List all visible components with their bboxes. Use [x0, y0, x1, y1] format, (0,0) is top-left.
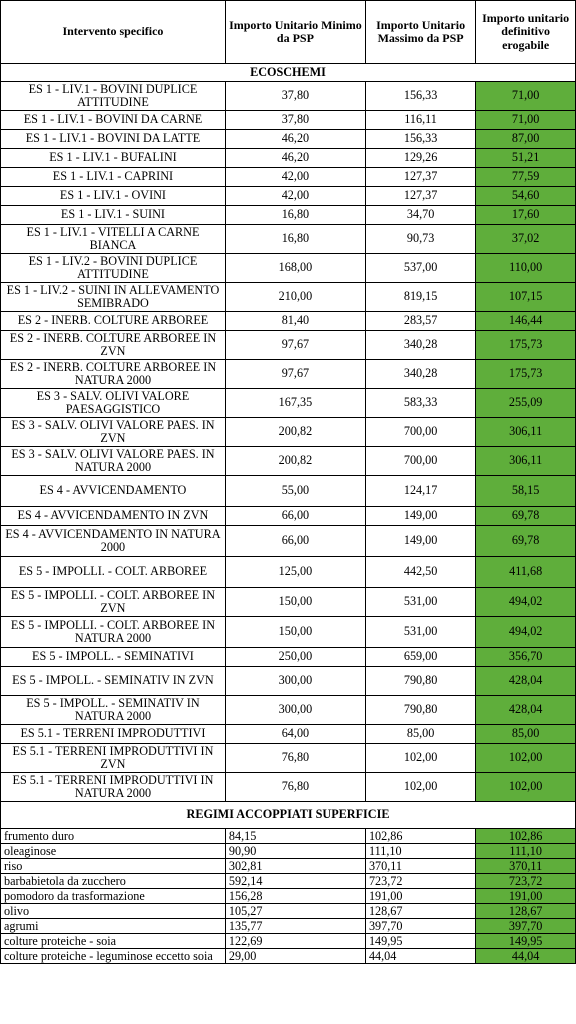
regimi-body: [1, 802, 576, 964]
max-cell: 129,26: [365, 149, 475, 168]
max-cell: 116,11: [365, 111, 475, 130]
min-cell: 66,00: [225, 526, 365, 557]
intervento-cell: ES 1 - LIV.1 - CAPRINI: [1, 168, 226, 187]
table-row: [1, 557, 576, 588]
max-cell: 700,00: [365, 418, 475, 447]
table-row: [1, 254, 576, 283]
definitivo-cell: 51,21: [476, 149, 576, 168]
max-cell: 127,37: [365, 187, 475, 206]
max-cell: 102,00: [365, 773, 475, 802]
header-max: Importo Unitario Massimo da PSP: [365, 1, 475, 64]
definitivo-cell: 428,04: [476, 696, 576, 725]
intervento-cell: ES 5.1 - TERRENI IMPRODUTTIVI IN ZVN: [1, 744, 226, 773]
definitivo-cell: 397,70: [476, 919, 576, 934]
header-row: [1, 1, 576, 64]
min-cell: 55,00: [225, 476, 365, 507]
max-cell: 283,57: [365, 312, 475, 331]
intervento-cell: ES 5 - IMPOLLI. - COLT. ARBOREE IN NATURA 2000: [1, 617, 226, 648]
definitivo-cell: 69,78: [476, 507, 576, 526]
max-cell: 127,37: [365, 168, 475, 187]
definitivo-cell: 356,70: [476, 648, 576, 667]
intervento-cell: ES 1 - LIV.1 - BOVINI DUPLICE ATTITUDINE: [1, 82, 226, 111]
table-row: [1, 667, 576, 696]
table-row: [1, 187, 576, 206]
min-cell: 135,77: [225, 919, 365, 934]
definitivo-cell: 71,00: [476, 111, 576, 130]
min-cell: 37,80: [225, 82, 365, 111]
min-cell: 29,00: [225, 949, 365, 964]
min-cell: 76,80: [225, 744, 365, 773]
intervento-cell: ES 5 - IMPOLL. - SEMINATIV IN NATURA 2000: [1, 696, 226, 725]
definitivo-cell: 54,60: [476, 187, 576, 206]
table-row: [1, 168, 576, 187]
max-cell: 531,00: [365, 588, 475, 617]
table-row: [1, 507, 576, 526]
definitivo-cell: 102,00: [476, 744, 576, 773]
definitivo-cell: 149,95: [476, 934, 576, 949]
max-cell: 397,70: [365, 919, 475, 934]
min-cell: 46,20: [225, 149, 365, 168]
intervento-cell: ES 2 - INERB. COLTURE ARBOREE IN NATURA 2000: [1, 360, 226, 389]
min-cell: 16,80: [225, 206, 365, 225]
max-cell: 90,73: [365, 225, 475, 254]
max-cell: 370,11: [365, 859, 475, 874]
min-cell: 66,00: [225, 507, 365, 526]
table-row: [1, 149, 576, 168]
definitivo-cell: 306,11: [476, 418, 576, 447]
header-min: Importo Unitario Minimo da PSP: [225, 1, 365, 64]
min-cell: 300,00: [225, 667, 365, 696]
definitivo-cell: 37,02: [476, 225, 576, 254]
min-cell: 97,67: [225, 331, 365, 360]
max-cell: 700,00: [365, 447, 475, 476]
intervento-cell: riso: [1, 859, 226, 874]
min-cell: 42,00: [225, 168, 365, 187]
table-row: [1, 773, 576, 802]
max-cell: 156,33: [365, 130, 475, 149]
definitivo-cell: 494,02: [476, 588, 576, 617]
intervento-cell: oleaginose: [1, 844, 226, 859]
ecoschemi-body: [1, 64, 576, 802]
table-row: [1, 476, 576, 507]
definitivo-cell: 494,02: [476, 617, 576, 648]
definitivo-cell: 107,15: [476, 283, 576, 312]
min-cell: 76,80: [225, 773, 365, 802]
intervento-cell: ES 5 - IMPOLLI. - COLT. ARBOREE IN ZVN: [1, 588, 226, 617]
table-row: [1, 744, 576, 773]
min-cell: 125,00: [225, 557, 365, 588]
definitivo-cell: 306,11: [476, 447, 576, 476]
max-cell: 85,00: [365, 725, 475, 744]
section-title: REGIMI ACCOPPIATI SUPERFICIE: [1, 802, 576, 829]
intervento-cell: ES 2 - INERB. COLTURE ARBOREE: [1, 312, 226, 331]
min-cell: 46,20: [225, 130, 365, 149]
definitivo-cell: 102,00: [476, 773, 576, 802]
max-cell: 790,80: [365, 667, 475, 696]
min-cell: 210,00: [225, 283, 365, 312]
intervento-cell: ES 1 - LIV.1 - BOVINI DA LATTE: [1, 130, 226, 149]
definitivo-cell: 723,72: [476, 874, 576, 889]
table-row: [1, 130, 576, 149]
min-cell: 250,00: [225, 648, 365, 667]
intervento-cell: ES 4 - AVVICENDAMENTO: [1, 476, 226, 507]
min-cell: 302,81: [225, 859, 365, 874]
max-cell: 659,00: [365, 648, 475, 667]
table-row: [1, 283, 576, 312]
intervento-cell: ES 4 - AVVICENDAMENTO IN ZVN: [1, 507, 226, 526]
min-cell: 300,00: [225, 696, 365, 725]
min-cell: 42,00: [225, 187, 365, 206]
min-cell: 150,00: [225, 588, 365, 617]
definitivo-cell: 175,73: [476, 331, 576, 360]
min-cell: 16,80: [225, 225, 365, 254]
table-row: [1, 447, 576, 476]
table-row: [1, 389, 576, 418]
max-cell: 149,00: [365, 526, 475, 557]
table-row: [1, 312, 576, 331]
intervento-cell: colture proteiche - soia: [1, 934, 226, 949]
definitivo-cell: 44,04: [476, 949, 576, 964]
intervento-cell: ES 3 - SALV. OLIVI VALORE PAES. IN ZVN: [1, 418, 226, 447]
intervento-cell: ES 1 - LIV.1 - OVINI: [1, 187, 226, 206]
intervento-cell: ES 1 - LIV.1 - BUFALINI: [1, 149, 226, 168]
max-cell: 191,00: [365, 889, 475, 904]
intervento-cell: ES 2 - INERB. COLTURE ARBOREE IN ZVN: [1, 331, 226, 360]
intervento-cell: barbabietola da zucchero: [1, 874, 226, 889]
max-cell: 537,00: [365, 254, 475, 283]
table-row: [1, 206, 576, 225]
section-header-regimi: [1, 802, 576, 829]
intervento-cell: ES 1 - LIV.2 - SUINI IN ALLEVAMENTO SEMIBRADO: [1, 283, 226, 312]
table-row: [1, 949, 576, 964]
definitivo-cell: 111,10: [476, 844, 576, 859]
definitivo-cell: 175,73: [476, 360, 576, 389]
max-cell: 723,72: [365, 874, 475, 889]
table-row: [1, 82, 576, 111]
intervento-cell: ES 5.1 - TERRENI IMPRODUTTIVI IN NATURA 2000: [1, 773, 226, 802]
intervento-cell: olivo: [1, 904, 226, 919]
definitivo-cell: 191,00: [476, 889, 576, 904]
section-header-ecoschemi: [1, 64, 576, 82]
table-row: [1, 617, 576, 648]
table-row: [1, 696, 576, 725]
min-cell: 156,28: [225, 889, 365, 904]
definitivo-cell: 85,00: [476, 725, 576, 744]
definitivo-cell: 146,44: [476, 312, 576, 331]
max-cell: 583,33: [365, 389, 475, 418]
table-row: [1, 331, 576, 360]
min-cell: 167,35: [225, 389, 365, 418]
definitivo-cell: 69,78: [476, 526, 576, 557]
intervento-cell: ES 3 - SALV. OLIVI VALORE PAES. IN NATURA 2000: [1, 447, 226, 476]
table-row: [1, 889, 576, 904]
min-cell: 97,67: [225, 360, 365, 389]
table-row: [1, 844, 576, 859]
definitivo-cell: 411,68: [476, 557, 576, 588]
min-cell: 90,90: [225, 844, 365, 859]
definitivo-cell: 102,86: [476, 829, 576, 844]
max-cell: 790,80: [365, 696, 475, 725]
table-row: [1, 919, 576, 934]
intervento-cell: ES 4 - AVVICENDAMENTO IN NATURA 2000: [1, 526, 226, 557]
max-cell: 102,00: [365, 744, 475, 773]
definitivo-cell: 370,11: [476, 859, 576, 874]
table-row: [1, 725, 576, 744]
table-row: [1, 526, 576, 557]
max-cell: 340,28: [365, 360, 475, 389]
table-row: [1, 588, 576, 617]
max-cell: 102,86: [365, 829, 475, 844]
min-cell: 122,69: [225, 934, 365, 949]
min-cell: 592,14: [225, 874, 365, 889]
table-row: [1, 874, 576, 889]
intervento-cell: ES 3 - SALV. OLIVI VALORE PAESAGGISTICO: [1, 389, 226, 418]
max-cell: 44,04: [365, 949, 475, 964]
definitivo-cell: 428,04: [476, 667, 576, 696]
min-cell: 84,15: [225, 829, 365, 844]
intervento-cell: ES 5 - IMPOLL. - SEMINATIV IN ZVN: [1, 667, 226, 696]
max-cell: 111,10: [365, 844, 475, 859]
intervento-cell: pomodoro da trasformazione: [1, 889, 226, 904]
definitivo-cell: 110,00: [476, 254, 576, 283]
header-intervento: Intervento specifico: [1, 1, 226, 64]
max-cell: 442,50: [365, 557, 475, 588]
table-row: [1, 904, 576, 919]
max-cell: 340,28: [365, 331, 475, 360]
section-title: ECOSCHEMI: [1, 64, 576, 82]
min-cell: 200,82: [225, 418, 365, 447]
table-row: [1, 829, 576, 844]
max-cell: 149,00: [365, 507, 475, 526]
max-cell: 124,17: [365, 476, 475, 507]
max-cell: 149,95: [365, 934, 475, 949]
definitivo-cell: 71,00: [476, 82, 576, 111]
definitivo-cell: 128,67: [476, 904, 576, 919]
intervento-cell: ES 1 - LIV.2 - BOVINI DUPLICE ATTITUDINE: [1, 254, 226, 283]
table-row: [1, 648, 576, 667]
max-cell: 531,00: [365, 617, 475, 648]
table-row: [1, 859, 576, 874]
intervento-cell: ES 5.1 - TERRENI IMPRODUTTIVI: [1, 725, 226, 744]
definitivo-cell: 58,15: [476, 476, 576, 507]
intervento-cell: ES 1 - LIV.1 - SUINI: [1, 206, 226, 225]
definitivo-cell: 17,60: [476, 206, 576, 225]
intervento-cell: ES 5 - IMPOLLI. - COLT. ARBOREE: [1, 557, 226, 588]
min-cell: 105,27: [225, 904, 365, 919]
intervento-cell: ES 1 - LIV.1 - VITELLI A CARNE BIANCA: [1, 225, 226, 254]
min-cell: 168,00: [225, 254, 365, 283]
table-row: [1, 111, 576, 130]
intervento-cell: ES 1 - LIV.1 - BOVINI DA CARNE: [1, 111, 226, 130]
min-cell: 37,80: [225, 111, 365, 130]
min-cell: 200,82: [225, 447, 365, 476]
intervento-cell: ES 5 - IMPOLL. - SEMINATIVI: [1, 648, 226, 667]
table-row: [1, 360, 576, 389]
max-cell: 819,15: [365, 283, 475, 312]
table-row: [1, 225, 576, 254]
min-cell: 64,00: [225, 725, 365, 744]
min-cell: 81,40: [225, 312, 365, 331]
definitivo-cell: 255,09: [476, 389, 576, 418]
header-definitivo: Importo unitario definitivo erogabile: [476, 1, 576, 64]
intervento-cell: colture proteiche - leguminose eccetto soia: [1, 949, 226, 964]
intervento-cell: agrumi: [1, 919, 226, 934]
max-cell: 156,33: [365, 82, 475, 111]
intervento-cell: frumento duro: [1, 829, 226, 844]
table-row: [1, 934, 576, 949]
max-cell: 128,67: [365, 904, 475, 919]
definitivo-cell: 77,59: [476, 168, 576, 187]
max-cell: 34,70: [365, 206, 475, 225]
definitivo-cell: 87,00: [476, 130, 576, 149]
table-row: [1, 418, 576, 447]
min-cell: 150,00: [225, 617, 365, 648]
